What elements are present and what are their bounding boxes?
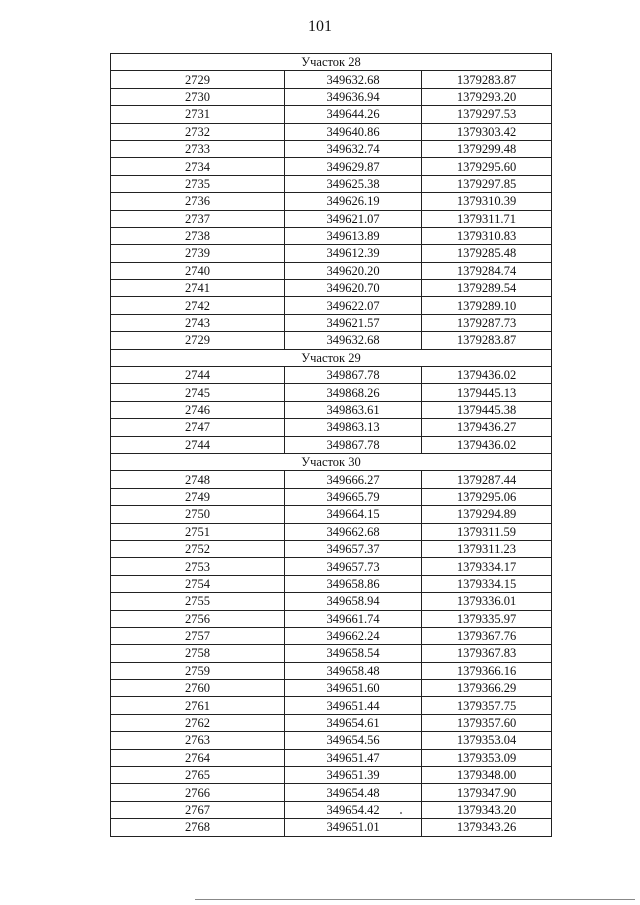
point-number-cell: 2762 xyxy=(111,714,285,731)
y-coordinate-cell: 1379335.97 xyxy=(422,610,552,627)
table-row xyxy=(111,593,552,610)
x-coordinate-cell: 349625.38 xyxy=(285,175,422,192)
y-coordinate-cell: 1379295.06 xyxy=(422,488,552,505)
table-row xyxy=(111,210,552,227)
point-number-cell: 2744 xyxy=(111,436,285,453)
table-row xyxy=(111,297,552,314)
y-coordinate-cell: 1379445.13 xyxy=(422,384,552,401)
table-row xyxy=(111,71,552,88)
point-number-cell: 2761 xyxy=(111,697,285,714)
point-number-cell: 2765 xyxy=(111,767,285,784)
x-coordinate-cell: 349863.13 xyxy=(285,419,422,436)
point-number-cell: 2736 xyxy=(111,193,285,210)
x-coordinate-cell: 349651.60 xyxy=(285,680,422,697)
table-row xyxy=(111,280,552,297)
table-row xyxy=(111,610,552,627)
x-coordinate-cell: 349666.27 xyxy=(285,471,422,488)
y-coordinate-cell: 1379310.39 xyxy=(422,193,552,210)
table-row xyxy=(111,123,552,140)
x-coordinate-cell: 349867.78 xyxy=(285,367,422,384)
section-title: Участок 30 xyxy=(111,453,552,470)
y-coordinate-cell: 1379334.15 xyxy=(422,575,552,592)
y-coordinate-cell: 1379297.85 xyxy=(422,175,552,192)
table-row xyxy=(111,523,552,540)
table-row xyxy=(111,471,552,488)
y-coordinate-cell: 1379353.09 xyxy=(422,749,552,766)
y-coordinate-cell: 1379293.20 xyxy=(422,88,552,105)
point-number-cell: 2749 xyxy=(111,488,285,505)
point-number-cell: 2763 xyxy=(111,732,285,749)
table-row xyxy=(111,488,552,505)
table-row xyxy=(111,436,552,453)
x-coordinate-cell: 349632.68 xyxy=(285,71,422,88)
x-coordinate-cell: 349658.94 xyxy=(285,593,422,610)
table-row xyxy=(111,401,552,418)
y-coordinate-cell: 1379284.74 xyxy=(422,262,552,279)
x-coordinate-cell: 349654.61 xyxy=(285,714,422,731)
x-coordinate-cell: 349629.87 xyxy=(285,158,422,175)
x-coordinate-cell: 349665.79 xyxy=(285,488,422,505)
y-coordinate-cell: 1379353.04 xyxy=(422,732,552,749)
y-coordinate-cell: 1379287.44 xyxy=(422,471,552,488)
y-coordinate-cell: 1379287.73 xyxy=(422,314,552,331)
point-number-cell: 2768 xyxy=(111,819,285,836)
y-coordinate-cell: 1379366.29 xyxy=(422,680,552,697)
table-row xyxy=(111,419,552,436)
section-title: Участок 28 xyxy=(111,54,552,71)
x-coordinate-cell: 349661.74 xyxy=(285,610,422,627)
table-row xyxy=(111,627,552,644)
table-row xyxy=(111,819,552,836)
point-number-cell: 2751 xyxy=(111,523,285,540)
y-coordinate-cell: 1379436.02 xyxy=(422,436,552,453)
table-row xyxy=(111,749,552,766)
point-number-cell: 2753 xyxy=(111,558,285,575)
point-number-cell: 2729 xyxy=(111,71,285,88)
point-number-cell: 2744 xyxy=(111,367,285,384)
x-coordinate-cell: 349664.15 xyxy=(285,506,422,523)
y-coordinate-cell: 1379366.16 xyxy=(422,662,552,679)
point-number-cell: 2750 xyxy=(111,506,285,523)
point-number-cell: 2730 xyxy=(111,88,285,105)
section-title: Участок 29 xyxy=(111,349,552,366)
table-row xyxy=(111,575,552,592)
point-number-cell: 2741 xyxy=(111,280,285,297)
y-coordinate-cell: 1379367.83 xyxy=(422,645,552,662)
bottom-rule xyxy=(195,899,635,900)
table-row xyxy=(111,645,552,662)
x-coordinate-cell: 349620.20 xyxy=(285,262,422,279)
x-coordinate-cell: 349654.48 xyxy=(285,784,422,801)
x-coordinate-cell: 349620.70 xyxy=(285,280,422,297)
table-row xyxy=(111,245,552,262)
x-coordinate-cell: 349658.54 xyxy=(285,645,422,662)
point-number-cell: 2729 xyxy=(111,332,285,349)
y-coordinate-cell: 1379283.87 xyxy=(422,332,552,349)
scan-speck xyxy=(400,812,402,814)
coordinates-table xyxy=(110,53,552,837)
x-coordinate-cell: 349657.73 xyxy=(285,558,422,575)
table-row xyxy=(111,506,552,523)
y-coordinate-cell: 1379334.17 xyxy=(422,558,552,575)
x-coordinate-cell: 349662.24 xyxy=(285,627,422,644)
y-coordinate-cell: 1379436.27 xyxy=(422,419,552,436)
x-coordinate-cell: 349613.89 xyxy=(285,227,422,244)
table-row xyxy=(111,193,552,210)
y-coordinate-cell: 1379294.89 xyxy=(422,506,552,523)
x-coordinate-cell: 349621.07 xyxy=(285,210,422,227)
point-number-cell: 2735 xyxy=(111,175,285,192)
x-coordinate-cell: 349867.78 xyxy=(285,436,422,453)
x-coordinate-cell: 349657.37 xyxy=(285,540,422,557)
x-coordinate-cell: 349636.94 xyxy=(285,88,422,105)
point-number-cell: 2767 xyxy=(111,801,285,818)
point-number-cell: 2739 xyxy=(111,245,285,262)
y-coordinate-cell: 1379343.20 xyxy=(422,801,552,818)
table-row xyxy=(111,262,552,279)
x-coordinate-cell: 349640.86 xyxy=(285,123,422,140)
table-row xyxy=(111,140,552,157)
y-coordinate-cell: 1379297.53 xyxy=(422,106,552,123)
point-number-cell: 2738 xyxy=(111,227,285,244)
table-row xyxy=(111,314,552,331)
point-number-cell: 2733 xyxy=(111,140,285,157)
section-header-row xyxy=(111,54,552,71)
x-coordinate-cell: 349651.47 xyxy=(285,749,422,766)
x-coordinate-cell: 349658.86 xyxy=(285,575,422,592)
y-coordinate-cell: 1379285.48 xyxy=(422,245,552,262)
table-row xyxy=(111,767,552,784)
point-number-cell: 2755 xyxy=(111,593,285,610)
x-coordinate-cell: 349644.26 xyxy=(285,106,422,123)
x-coordinate-cell: 349622.07 xyxy=(285,297,422,314)
x-coordinate-cell: 349654.42 xyxy=(285,801,422,818)
point-number-cell: 2731 xyxy=(111,106,285,123)
table-row xyxy=(111,680,552,697)
y-coordinate-cell: 1379299.48 xyxy=(422,140,552,157)
point-number-cell: 2732 xyxy=(111,123,285,140)
point-number-cell: 2759 xyxy=(111,662,285,679)
table-row xyxy=(111,158,552,175)
point-number-cell: 2766 xyxy=(111,784,285,801)
x-coordinate-cell: 349868.26 xyxy=(285,384,422,401)
y-coordinate-cell: 1379289.54 xyxy=(422,280,552,297)
point-number-cell: 2743 xyxy=(111,314,285,331)
y-coordinate-cell: 1379311.59 xyxy=(422,523,552,540)
x-coordinate-cell: 349612.39 xyxy=(285,245,422,262)
point-number-cell: 2758 xyxy=(111,645,285,662)
table-row xyxy=(111,697,552,714)
point-number-cell: 2745 xyxy=(111,384,285,401)
y-coordinate-cell: 1379347.90 xyxy=(422,784,552,801)
table-row xyxy=(111,384,552,401)
point-number-cell: 2760 xyxy=(111,680,285,697)
x-coordinate-cell: 349662.68 xyxy=(285,523,422,540)
x-coordinate-cell: 349626.19 xyxy=(285,193,422,210)
point-number-cell: 2764 xyxy=(111,749,285,766)
x-coordinate-cell: 349632.68 xyxy=(285,332,422,349)
y-coordinate-cell: 1379311.71 xyxy=(422,210,552,227)
y-coordinate-cell: 1379348.00 xyxy=(422,767,552,784)
y-coordinate-cell: 1379283.87 xyxy=(422,71,552,88)
y-coordinate-cell: 1379303.42 xyxy=(422,123,552,140)
point-number-cell: 2740 xyxy=(111,262,285,279)
table-row xyxy=(111,801,552,818)
point-number-cell: 2754 xyxy=(111,575,285,592)
x-coordinate-cell: 349651.01 xyxy=(285,819,422,836)
page-number: 101 xyxy=(308,18,332,35)
y-coordinate-cell: 1379445.38 xyxy=(422,401,552,418)
table-row xyxy=(111,540,552,557)
x-coordinate-cell: 349658.48 xyxy=(285,662,422,679)
point-number-cell: 2737 xyxy=(111,210,285,227)
point-number-cell: 2742 xyxy=(111,297,285,314)
table-row xyxy=(111,732,552,749)
x-coordinate-cell: 349651.44 xyxy=(285,697,422,714)
y-coordinate-cell: 1379336.01 xyxy=(422,593,552,610)
table-row xyxy=(111,784,552,801)
table-row xyxy=(111,332,552,349)
y-coordinate-cell: 1379357.60 xyxy=(422,714,552,731)
table-row xyxy=(111,88,552,105)
table-row xyxy=(111,175,552,192)
section-header-row xyxy=(111,453,552,470)
y-coordinate-cell: 1379295.60 xyxy=(422,158,552,175)
point-number-cell: 2746 xyxy=(111,401,285,418)
point-number-cell: 2748 xyxy=(111,471,285,488)
y-coordinate-cell: 1379311.23 xyxy=(422,540,552,557)
y-coordinate-cell: 1379357.75 xyxy=(422,697,552,714)
point-number-cell: 2756 xyxy=(111,610,285,627)
point-number-cell: 2752 xyxy=(111,540,285,557)
table-row xyxy=(111,106,552,123)
table-row xyxy=(111,227,552,244)
x-coordinate-cell: 349654.56 xyxy=(285,732,422,749)
point-number-cell: 2747 xyxy=(111,419,285,436)
table-row xyxy=(111,558,552,575)
x-coordinate-cell: 349621.57 xyxy=(285,314,422,331)
table-row xyxy=(111,367,552,384)
section-header-row xyxy=(111,349,552,366)
y-coordinate-cell: 1379367.76 xyxy=(422,627,552,644)
y-coordinate-cell: 1379343.26 xyxy=(422,819,552,836)
coordinates-table-body xyxy=(111,54,552,837)
table-row xyxy=(111,662,552,679)
table-row xyxy=(111,714,552,731)
y-coordinate-cell: 1379436.02 xyxy=(422,367,552,384)
point-number-cell: 2757 xyxy=(111,627,285,644)
x-coordinate-cell: 349632.74 xyxy=(285,140,422,157)
x-coordinate-cell: 349651.39 xyxy=(285,767,422,784)
y-coordinate-cell: 1379289.10 xyxy=(422,297,552,314)
x-coordinate-cell: 349863.61 xyxy=(285,401,422,418)
point-number-cell: 2734 xyxy=(111,158,285,175)
y-coordinate-cell: 1379310.83 xyxy=(422,227,552,244)
